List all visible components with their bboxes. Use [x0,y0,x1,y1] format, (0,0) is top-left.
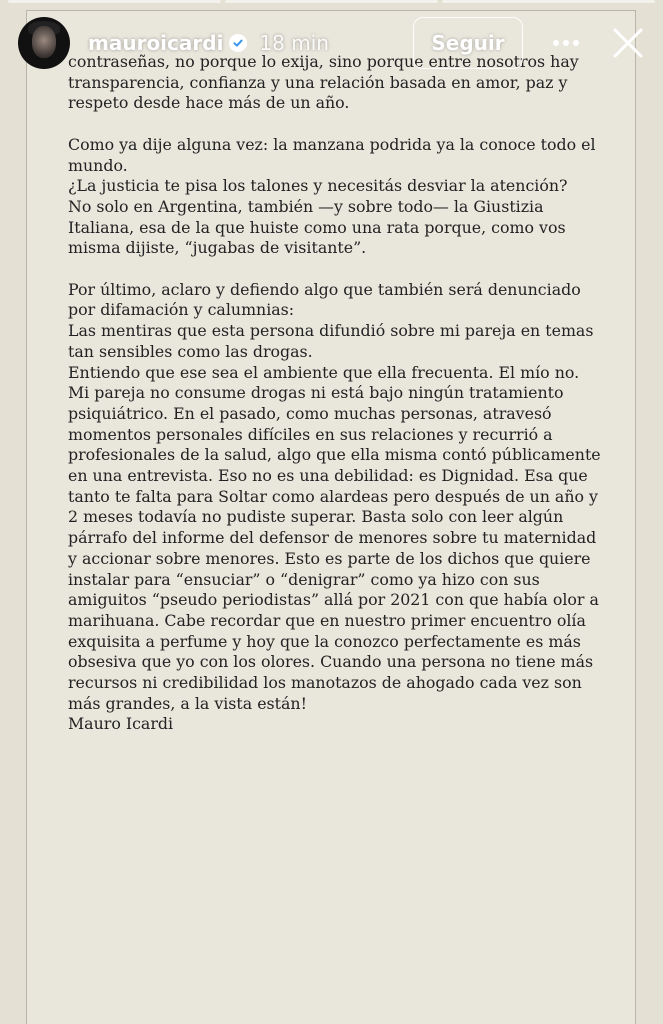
paragraph: Entiendo que ese sea el ambiente que ella frecuenta. El mío no. [68,362,580,382]
username[interactable]: mauroicardi [88,31,224,55]
paragraph: Como ya dije alguna vez: la manzana podrida ya la conoce todo el mundo. [68,134,596,175]
progress-segment [225,0,438,3]
statement-text [68,52,608,735]
progress-segment [8,0,221,3]
story-header [18,16,645,70]
post-time: 18 min [259,31,329,55]
progress-segment [442,0,655,3]
more-options-icon[interactable] [551,28,581,58]
follow-button[interactable]: Seguir [413,17,523,69]
paragraph: Mi pareja no consume drogas ni está bajo ningún tratamiento psiquiátrico. En el pasado, como muchas personas, atravesó momentos personales difíciles en sus relaciones y recurrió a profesionales de la salud, algo que ella misma contó públicamente en una entrevista. Eso no es una debilidad: es Dignidad. Esa que tanto te falta para Soltar como alardeas pero después de un año y 2 meses todavía no pudiste superar. Basta solo con leer algún párrafo del informe del defensor de menores sobre tu maternidad y accionar sobre menores. Esto es parte de los dichos que quiere instalar para “ensuciar” o “denigrar” como ya hizo con sus amiguitos “pseudo periodistas” allá por 2021 con que había olor a marihuana. Cabe recordar que en nuestro primer encuentro olía exquisita a perfume y hoy que la conozco perfectamente es más obsesiva que yo con los olores. Cuando una persona no tiene más recursos ni credibilidad los manotazos de ahogado cada vez son más grandes, a la vista están! [68,383,601,713]
profile-avatar[interactable] [18,17,70,69]
signature: Mauro Icardi [68,714,174,734]
paragraph: ¿La justicia te pisa los talones y necesitás desviar la atención? [68,176,568,196]
verified-badge-icon [229,34,247,52]
paragraph: contraseñas, no porque lo exija, sino porque entre nosotros hay transparencia, confianza y una relación basada en amor, paz y respeto desde hace más de un año. [68,52,579,113]
close-icon[interactable] [611,26,645,60]
paragraph: No solo en Argentina, también —y sobre todo— la Giustizia Italiana, esa de la que huiste como una rata porque, como vos misma dijiste, “jugabas de visitante”. [68,196,566,258]
paragraph: Por último, aclaro y defiendo algo que también será denunciado por difamación y calumnias: [68,279,581,320]
paragraph: Las mentiras que esta persona difundió sobre mi pareja en temas tan sensibles como las drogas. [68,321,594,361]
story-progress-bar [8,0,655,3]
